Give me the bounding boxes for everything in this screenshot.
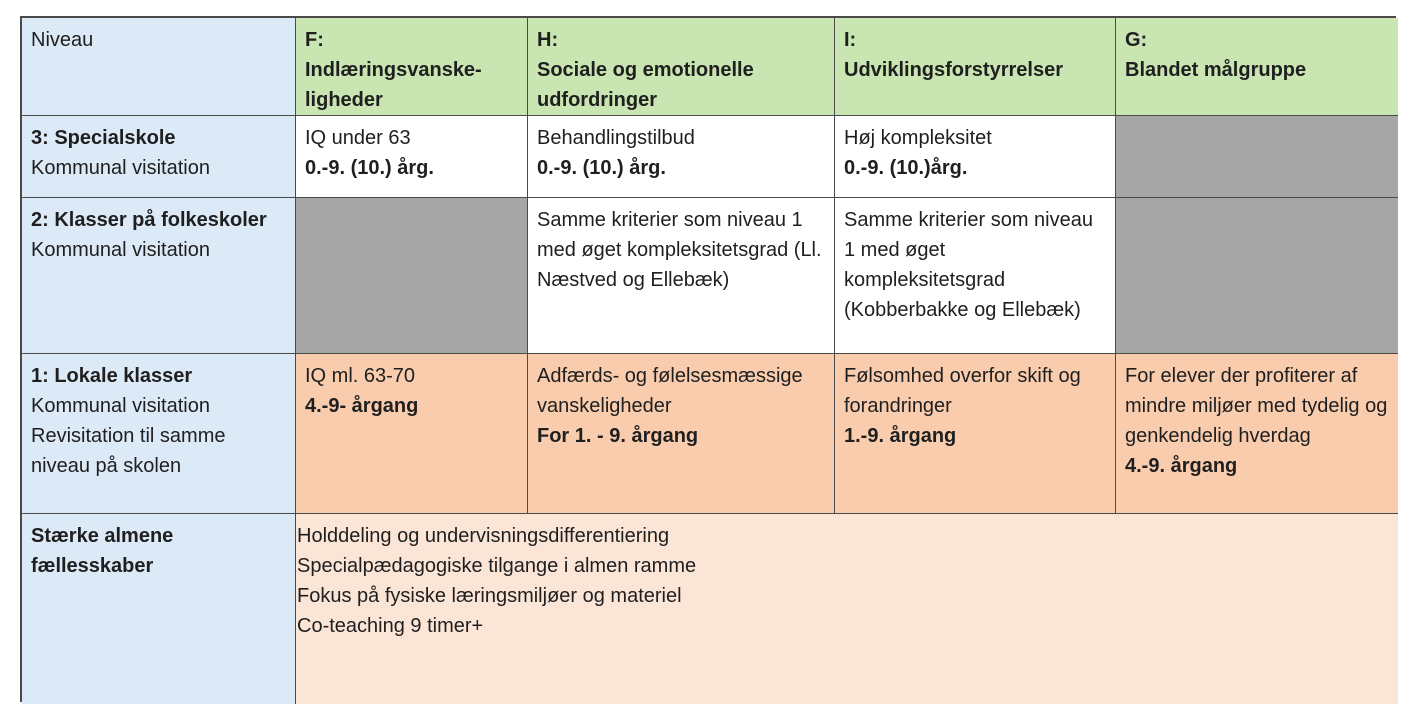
header-col-code: I: xyxy=(844,29,857,51)
level-3-g-cell-empty xyxy=(1116,116,1398,198)
header-level-cell xyxy=(22,18,296,116)
level-1-g-cell xyxy=(1116,354,1398,514)
cell-grade: 0.-9. (10.)årg. xyxy=(844,157,968,179)
level-title: 2: Klasser på folkeskoler xyxy=(31,209,267,231)
cell-text: For elever der profiterer af mindre miljøer med tydelig og genkendelig hverdag xyxy=(1125,365,1388,447)
footer-line: Fokus på fysiske læringsmiljøer og materiel xyxy=(297,585,682,607)
footer-level-cell xyxy=(22,514,296,704)
cell-text: Samme kriterier som niveau 1 med øget kompleksitetsgrad (Ll. Næstved og Ellebæk) xyxy=(537,209,822,291)
level-table xyxy=(20,16,1396,702)
cell-text: IQ ml. 63-70 xyxy=(305,365,416,387)
footer-content-cell xyxy=(296,514,1398,704)
level-3-f-cell xyxy=(296,116,528,198)
level-2-f-cell-empty xyxy=(296,198,528,354)
level-1-h-cell xyxy=(528,354,835,514)
header-level-label: Niveau xyxy=(31,29,94,51)
cell-text: Samme kriterier som niveau 1 med øget kompleksitetsgrad (Kobberbakke og Ellebæk) xyxy=(844,209,1093,321)
level-3-h-cell xyxy=(528,116,835,198)
level-3-i-cell xyxy=(835,116,1116,198)
footer-line: Holddeling og undervisningsdifferentiering xyxy=(297,525,670,547)
level-title: 3: Specialskole xyxy=(31,127,176,149)
level-subtitle: Revisitation til samme niveau på skolen xyxy=(31,425,226,477)
level-2-h-cell xyxy=(528,198,835,354)
header-col-i xyxy=(835,18,1116,116)
header-col-code: H: xyxy=(537,29,559,51)
header-col-title: Udviklingsforstyrrelser xyxy=(844,59,1063,81)
cell-text: Behandlingstilbud xyxy=(537,127,695,149)
level-2-cell xyxy=(22,198,296,354)
cell-text: Følsomhed overfor skift og forandringer xyxy=(844,365,1081,417)
level-1-cell xyxy=(22,354,296,514)
level-subtitle: Kommunal visitation xyxy=(31,395,210,417)
cell-grade: 0.-9. (10.) årg. xyxy=(305,157,434,179)
cell-grade: 0.-9. (10.) årg. xyxy=(537,157,666,179)
header-col-code: F: xyxy=(305,29,324,51)
level-subtitle: Kommunal visitation xyxy=(31,157,210,179)
header-col-h xyxy=(528,18,835,116)
cell-grade: 4.-9. årgang xyxy=(1125,455,1238,477)
footer-line: Co-teaching 9 timer+ xyxy=(297,615,484,637)
level-1-f-cell xyxy=(296,354,528,514)
header-col-title: Blandet målgruppe xyxy=(1125,59,1307,81)
header-col-code: G: xyxy=(1125,29,1148,51)
cell-grade: For 1. - 9. årgang xyxy=(537,425,699,447)
level-1-i-cell xyxy=(835,354,1116,514)
cell-text: IQ under 63 xyxy=(305,127,411,149)
level-title: 1: Lokale klasser xyxy=(31,365,193,387)
cell-grade: 1.-9. årgang xyxy=(844,425,957,447)
level-3-cell xyxy=(22,116,296,198)
footer-line: Specialpædagogiske tilgange i almen ramme xyxy=(297,555,697,577)
cell-text: Høj kompleksitet xyxy=(844,127,992,149)
header-col-title: Sociale og emotionelle udfordringer xyxy=(537,59,754,111)
header-col-f xyxy=(296,18,528,116)
header-col-g xyxy=(1116,18,1398,116)
level-title: Stærke almene fællesskaber xyxy=(31,525,174,577)
cell-text: Adfærds- og følelsesmæssige vanskeligheder xyxy=(537,365,803,417)
level-2-i-cell xyxy=(835,198,1116,354)
cell-grade: 4.-9- årgang xyxy=(305,395,419,417)
level-2-g-cell-empty xyxy=(1116,198,1398,354)
level-subtitle: Kommunal visitation xyxy=(31,239,210,261)
header-col-title: Indlæringsvanske-ligheder xyxy=(305,59,482,111)
